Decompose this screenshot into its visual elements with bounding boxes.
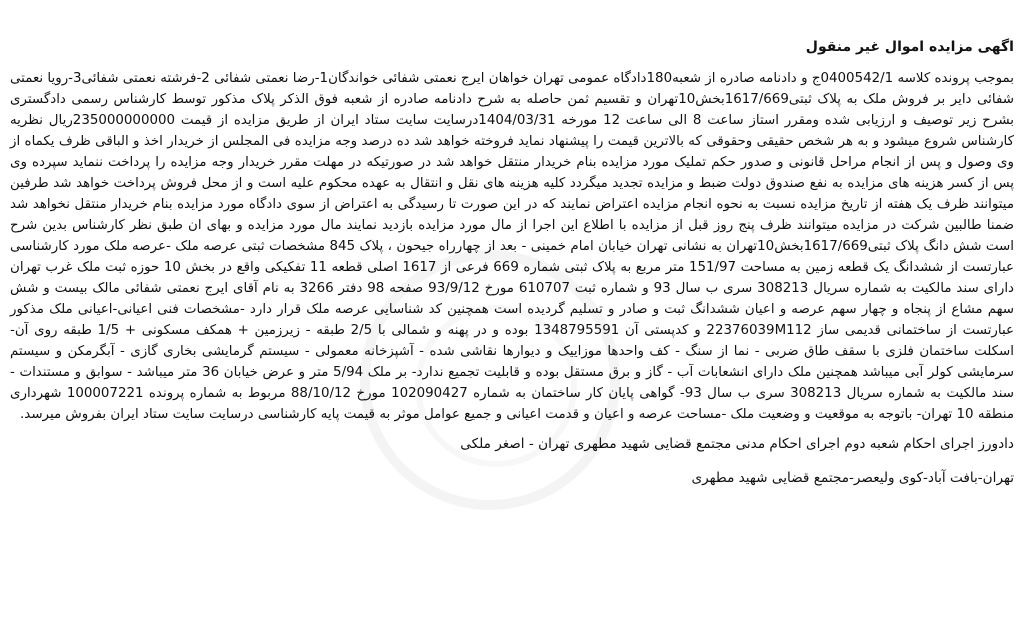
notice-body: بموجب پرونده کلاسه 0400542/1ج و دادنامه صادره از شعبه180دادگاه عمومی تهران خواهان ایرج نعمتی شفائی خواندگان1-رضا نعمتی شفائی 2-فرشته نعمتی شفائی3-رویا نعمتی شفائی دایر بر فروش ملک به پلاک ثبتی1617/669بخش10تهران و تقسیم ثمن حاصله به شرح دادنامه صادره از شعبه فوق الذکر پلاک مذکور توسط کارشناس رسمی دادگستری بشرح زیر توصیف و ارزیابی شده ومقرر استاز ساعت 8 الی ساعت 12 مورخه 1404/03/31درسایت سایت ستاد ایران از طریق مزایده از قیمت 235000000000ریال نظریه کارشناس شروع میشود و به هر شخص حقیقی وحقوقی که بالاترین قیمت را پیشنهاد نماید فروخته خواهد شد ده درصد وجه مزایده فی المجلس از خریدار اخذ و الباقی ظرف یکماه از وی وصول و پس از انجام مراحل قانونی و صدور حکم تملیک مورد مزایده بنام خریدار منتقل خواهد شد در صورتیکه در مهلت مقرر خریدار وجه مزایده را پرداخت ننماید سپرده وی پس از کسر هزینه های مزایده به نفع صندوق دولت ضبط و مزایده تجدید میگردد کلیه هزینه های نقل و انتقال به عهده محکوم علیه است و از محل فروش پرداخت خواهد شد طرفین میتوانند ظرف یک هفته از تاریخ مزایده نسبت به نحوه انجام مزایده اعتراض نمایند که در این صورت تا رسیدگی به اعتراض از سوی دادگاه مورد مزایده بنام خریدار منتقل نخواهد شد ضمنا طالبین شرکت در مزایده میتوانند ظرف پنج روز قبل از مزایده با اطلاع این اجرا از مال مورد مزایده بازدید نمایند مال مورد مزایده و بهای ان طبق نظر کارشناس بدین شرح است شش دانگ پلاک ثبتی1617/669بخش10تهران به نشانی تهران خیابان امام خمینی - بعد از چهارراه جیحون ، پلاک 845 مشخصات ثبتی عرصه ملک -عرصه ملک مورد کارشناسی عبارتست از ششدانگ یک قطعه زمین به مساحت 151/97 متر مربع به پلاک ثبتی شماره 669 فرعی از 1617 اصلی قطعه 11 تفکیکی واقع در بخش 10 حوزه ثبت ملک غرب تهران دارای سند مالکیت به شماره سریال 308213 سری ب سال 93 و شماره ثبت 610707 مورخ 93/9/12 صفحه 98 دفتر 3266 به نام آقای ایرج نعمتی شفائی مالک بیست و شش سهم مشاع از پنجاه و چهار سهم عرصه و اعیان ششدانگ ثبت و صادر و تسلیم گردیده است همچنین کد شناسایی عرصه ملک قرار دارد -مشخصات فنی اعیانی-اعیانی ملک مذکور عبارتست از ساختمانی قدیمی ساز 22376039M112 و کدپستی آن 1348795591 بوده و در پهنه و شمالی با 2/5 طبقه - زیرزمین + همکف مسکونی + 1/5 طبقه روی آن- اسکلت ساختمان فلزی با سقف طاق ضربی - نما از سنگ - کف واحدها موزاییک و دیوارها نقاشی شده - آشپزخانه معمولی - سیستم گرمایشی بخاری گازی - آبگرمکن و سیستم سرمایشی کولر آبی میباشد همچنین ملک دارای انشعابات آب - گاز و برق مستقل بوده و قابلیت تجمیع ندارد- بر ملک 5/94 متر و عرض خیابان 36 متر میباشد - سوابق و مستندات - سند مالکیت به شماره سریال 308213 سری ب سال 93- گواهی پایان کار ساختمان به شماره 102090427 مورخ 88/10/12 مربوط به شماره پرونده 100007221 شهرداری منطقه 10 تهران- باتوجه به موقعیت و وضعیت ملک -مساحت عرصه و اعیان و قدمت اعیانی و جمیع عوامل موثر به قیمت پایه کارشناسی درسایت سایت ستاد ایران بفروش میرسد. [10, 71, 1015, 422]
notice-title: اگهی مزایده اموال غیر منقول [805, 39, 1014, 55]
notice-address: تهران-بافت آباد-کوی ولیعصر-مجتمع قضایی شهید مطهری [691, 470, 1014, 486]
auction-notice [10, 0, 1014, 487]
notice-signature: دادورز اجرای احکام شعبه دوم اجرای احکام مدنی مجتمع قضایی شهید مطهری تهران - اصغر ملکی [460, 436, 1014, 452]
